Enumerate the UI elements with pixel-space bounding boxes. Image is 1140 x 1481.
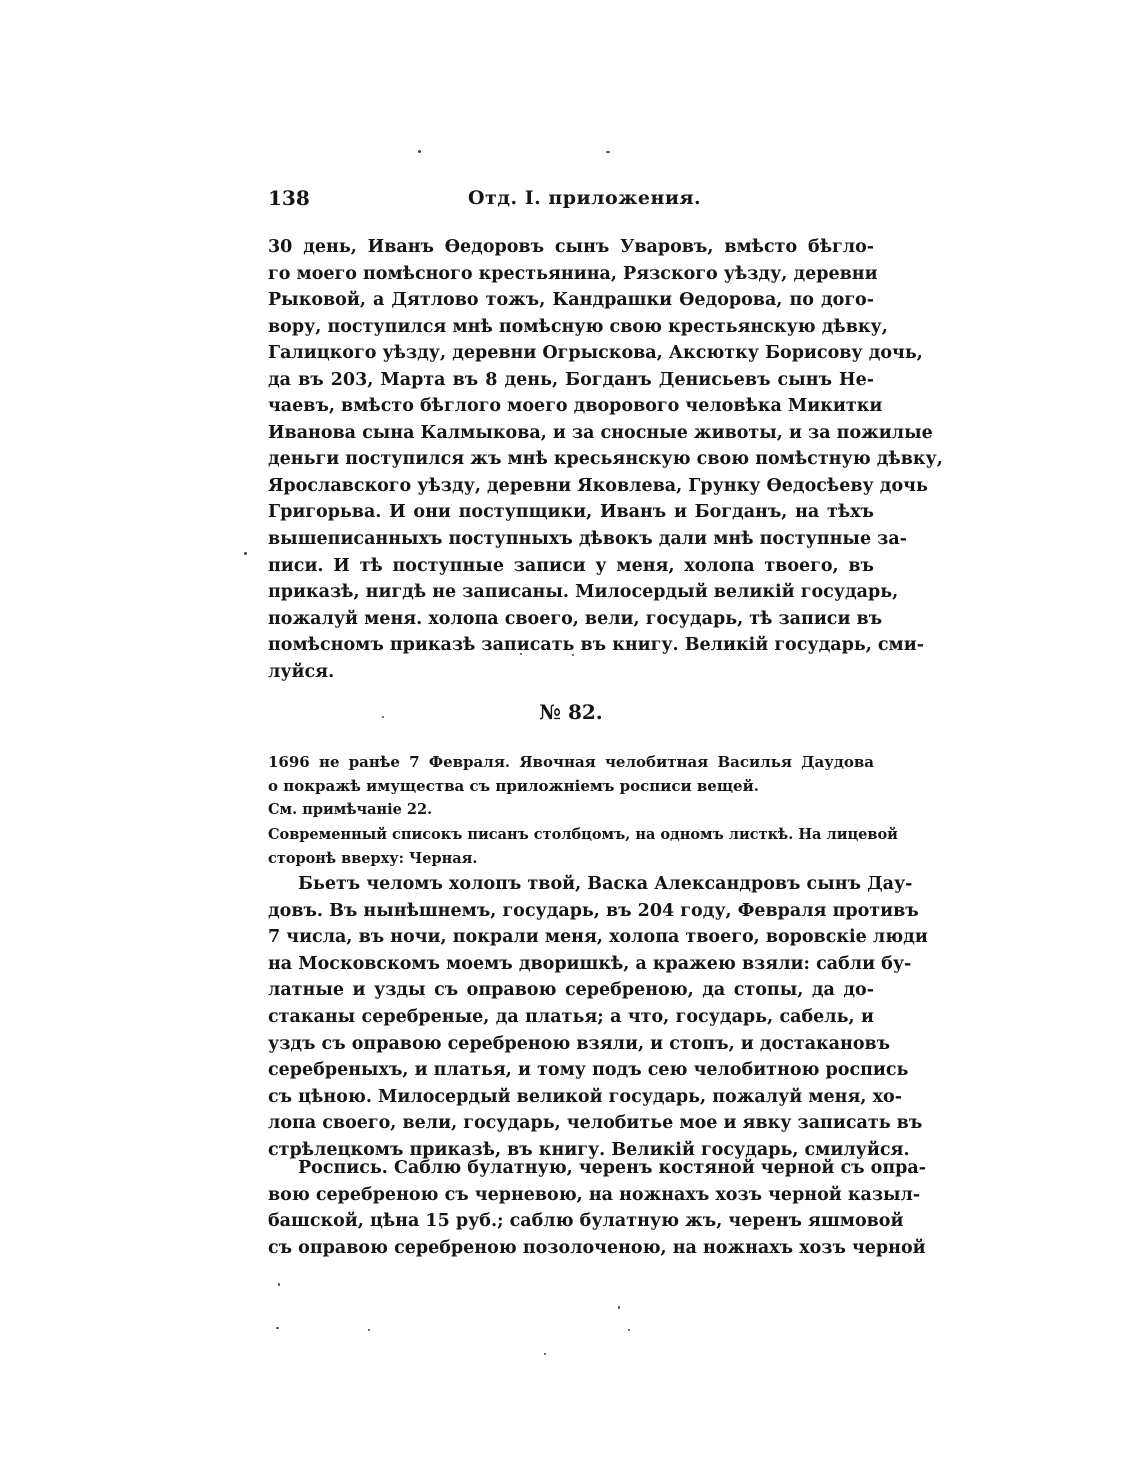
text-line: съ оправою серебреною позолоченою, на ножнахъ хозъ черной [268, 1237, 926, 1258]
text-line: писи. И тѣ поступные записи у меня, холопа твоего, въ [268, 555, 874, 576]
text-line: Рыковой, а Дятлово тожъ, Кандрашки Өедорова, по дого- [268, 290, 874, 311]
page-header [268, 186, 874, 216]
text-line: вору, поступился мнѣ помѣсную свою крестьянскую дѣвку, [268, 316, 888, 337]
document-number: № 82. [539, 700, 603, 724]
scan-speck [606, 151, 610, 153]
heading-line: о покражѣ имущества съ приложніемъ росписи вещей. [268, 777, 759, 795]
text-line: Григорьва. И они поступщики, Иванъ и Богданъ, на тѣхъ [268, 502, 874, 523]
text-line: 30 день, Иванъ Өедоровъ сынъ Уваровъ, вмѣсто бѣгло- [268, 237, 874, 257]
running-title: Отд. I. приложения. [468, 187, 702, 209]
text-line: стрѣлецкомъ приказѣ, въ книгу. Великій государь, смилуйся. [268, 1139, 910, 1160]
heading-line: 1696 не ранѣе 7 Февраля. Явочная челобитная Василья Даудова [268, 753, 874, 771]
text-line: луйся. [268, 661, 335, 682]
text-line: башской, цѣна 15 руб.; саблю булатную жъ, черенъ яшмовой [268, 1211, 904, 1232]
text-line: 7 числа, въ ночи, покрали меня, холопа твоего, воровскіе люди [268, 927, 928, 948]
scan-speck [618, 1306, 620, 1309]
text-line: Иванова сына Калмыкова, и за сносные животы, и за пожилые [268, 422, 933, 443]
inventory-text [268, 1155, 927, 1261]
text-line: да въ 203, Марта въ 8 день, Богданъ Денисьевъ сынъ Не- [268, 369, 874, 390]
text-line: на Московскомъ моемъ дворишкѣ, а кражею взяли: сабли бу- [268, 953, 912, 974]
text-line: лопа своего, вели, государь, челобитье мое и явку записать въ [268, 1113, 923, 1134]
text-line: довъ. Въ нынѣшнемъ, государь, въ 204 году, Февраля противъ [268, 900, 919, 921]
text-line: серебреныхъ, и платья, и тому подъ сею челобитною роспись [268, 1060, 909, 1081]
scan-speck [278, 1283, 280, 1286]
scan-speck [244, 552, 247, 555]
scan-speck [276, 1327, 279, 1329]
document-heading [268, 750, 874, 798]
source-description [268, 823, 898, 871]
text-line: приказѣ, нигдѣ не записаны. Милосердый великій государь, [268, 582, 899, 603]
text-line: съ цѣною. Милосердый великой государь, пожалуй меня, хо- [268, 1086, 902, 1107]
scan-speck [628, 1329, 630, 1331]
text-line: Ярославского уѣзду, деревни Яковлева, Грунку Өедосѣеву дочь [268, 475, 928, 496]
scan-speck [418, 150, 421, 153]
note-reference: См. примѣчаніе 22. [268, 801, 433, 818]
scan-speck [544, 1353, 546, 1355]
page-number: 138 [268, 186, 310, 210]
text-line: чаевъ, вмѣсто бѣглого моего дворового человѣка Микитки [268, 396, 883, 417]
text-line: Бьетъ челомъ холопъ твой, Васка Александровъ сынъ Дау- [298, 874, 913, 894]
text-line: деньги поступился жъ мнѣ кресьянскую свою помѣстную дѣвку, [268, 449, 943, 470]
text-line: латные и узды съ оправою серебреною, да стопы, да до- [268, 980, 874, 1001]
text-line: Галицкого уѣзду, деревни Огрыскова, Аксютку Борисову дочь, [268, 343, 923, 364]
text-line: стаканы серебреные, да платья; а что, государь, сабель, и [268, 1006, 874, 1027]
text-line: Роспись. Саблю булатную, черенъ костяной черной съ опра- [298, 1158, 927, 1178]
petition-text [268, 871, 928, 1164]
text-line: помѣсномъ приказѣ записать въ книгу. Великій государь, сми- [268, 635, 924, 656]
text-line: вышеписанныхъ поступныхъ дѣвокъ дали мнѣ поступные за- [268, 529, 907, 550]
continued-petition-text [268, 234, 943, 685]
source-line: Современный списокъ писанъ столбцомъ, на одномъ листкѣ. На лицевой [268, 826, 898, 843]
text-line: пожалуй меня. холопа своего, вели, государь, тѣ записи въ [268, 608, 883, 629]
text-line: го моего помѣсного крестьянина, Рязского уѣзду, деревни [268, 263, 878, 284]
scan-speck [368, 1329, 370, 1331]
text-line: уздъ съ оправою серебреною взяли, и стопъ, и достакановъ [268, 1033, 891, 1054]
text-line: вою серебреною съ черневою, на ножнахъ хозъ черной казыл- [268, 1184, 921, 1205]
source-line: сторонѣ вверху: Черная. [268, 850, 478, 867]
